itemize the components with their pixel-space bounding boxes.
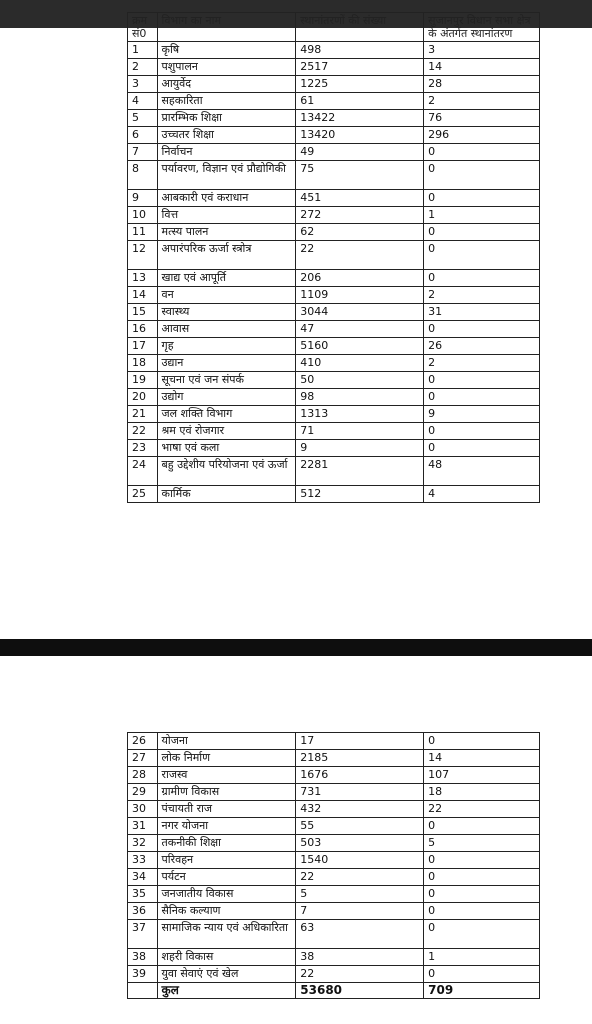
row-serial: 11 bbox=[128, 224, 158, 241]
row-department: गृह bbox=[157, 338, 296, 355]
row-department: निर्वाचन bbox=[157, 144, 296, 161]
row-serial: 21 bbox=[128, 406, 158, 423]
row-department: वन bbox=[157, 287, 296, 304]
row-serial: 20 bbox=[128, 389, 158, 406]
row-serial: 38 bbox=[128, 949, 158, 966]
row-transfer-count: 22 bbox=[296, 966, 424, 983]
row-serial: 5 bbox=[128, 110, 158, 127]
row-department: आयुर्वेद bbox=[157, 76, 296, 93]
row-transfer-count: 1313 bbox=[296, 406, 424, 423]
table-row bbox=[128, 270, 540, 287]
row-sujanpur-count: 0 bbox=[424, 224, 540, 241]
table-row bbox=[128, 818, 540, 835]
table-row bbox=[128, 144, 540, 161]
header-sujanpur-transfers: सुजानपुर विधान सभा क्षेत्र के अंतर्गत स्थानांतरण bbox=[424, 13, 540, 42]
total-label: कुल bbox=[157, 983, 296, 999]
transfers-table-part-2 bbox=[127, 732, 540, 999]
row-department: ग्रामीण विकास bbox=[157, 784, 296, 801]
row-transfer-count: 61 bbox=[296, 93, 424, 110]
row-sujanpur-count: 76 bbox=[424, 110, 540, 127]
row-sujanpur-count: 28 bbox=[424, 76, 540, 93]
table-row bbox=[128, 801, 540, 818]
page-break-band bbox=[0, 639, 592, 656]
row-department: उच्चतर शिक्षा bbox=[157, 127, 296, 144]
table-row bbox=[128, 372, 540, 389]
row-transfer-count: 17 bbox=[296, 733, 424, 750]
row-sujanpur-count: 22 bbox=[424, 801, 540, 818]
row-transfer-count: 38 bbox=[296, 949, 424, 966]
row-serial: 14 bbox=[128, 287, 158, 304]
row-transfer-count: 98 bbox=[296, 389, 424, 406]
row-serial: 33 bbox=[128, 852, 158, 869]
row-serial: 26 bbox=[128, 733, 158, 750]
row-department: अपारंपरिक ऊर्जा स्त्रोत्र bbox=[157, 241, 296, 270]
table-row bbox=[128, 784, 540, 801]
row-serial: 35 bbox=[128, 886, 158, 903]
table-row bbox=[128, 224, 540, 241]
row-serial: 39 bbox=[128, 966, 158, 983]
row-sujanpur-count: 0 bbox=[424, 372, 540, 389]
row-sujanpur-count: 1 bbox=[424, 207, 540, 224]
row-department: शहरी विकास bbox=[157, 949, 296, 966]
table-row bbox=[128, 886, 540, 903]
row-department: आबकारी एवं कराधान bbox=[157, 190, 296, 207]
row-serial: 6 bbox=[128, 127, 158, 144]
row-sujanpur-count: 0 bbox=[424, 886, 540, 903]
table-row bbox=[128, 76, 540, 93]
row-serial: 18 bbox=[128, 355, 158, 372]
row-department: खाद्य एवं आपूर्ति bbox=[157, 270, 296, 287]
row-department: सूचना एवं जन संपर्क bbox=[157, 372, 296, 389]
row-serial: 30 bbox=[128, 801, 158, 818]
row-transfer-count: 2185 bbox=[296, 750, 424, 767]
row-sujanpur-count: 26 bbox=[424, 338, 540, 355]
table-row bbox=[128, 161, 540, 190]
row-serial: 4 bbox=[128, 93, 158, 110]
header-serial: क्रम सं0 bbox=[128, 13, 158, 42]
row-serial: 12 bbox=[128, 241, 158, 270]
row-transfer-count: 206 bbox=[296, 270, 424, 287]
row-department: प्रारम्भिक शिक्षा bbox=[157, 110, 296, 127]
row-sujanpur-count: 3 bbox=[424, 42, 540, 59]
row-transfer-count: 63 bbox=[296, 920, 424, 949]
row-sujanpur-count: 2 bbox=[424, 287, 540, 304]
row-sujanpur-count: 0 bbox=[424, 423, 540, 440]
row-transfer-count: 13420 bbox=[296, 127, 424, 144]
row-transfer-count: 432 bbox=[296, 801, 424, 818]
row-sujanpur-count: 9 bbox=[424, 406, 540, 423]
row-department: बहु उद्देशीय परियोजना एवं ऊर्जा bbox=[157, 457, 296, 486]
table-row bbox=[128, 287, 540, 304]
row-department: नगर योजना bbox=[157, 818, 296, 835]
table-row bbox=[128, 355, 540, 372]
row-department: कृषि bbox=[157, 42, 296, 59]
row-department: योजना bbox=[157, 733, 296, 750]
row-sujanpur-count: 48 bbox=[424, 457, 540, 486]
row-serial: 36 bbox=[128, 903, 158, 920]
table-row bbox=[128, 903, 540, 920]
row-sujanpur-count: 0 bbox=[424, 270, 540, 287]
total-sujanpur: 709 bbox=[424, 983, 540, 999]
row-sujanpur-count: 0 bbox=[424, 818, 540, 835]
table-row bbox=[128, 966, 540, 983]
table-row bbox=[128, 835, 540, 852]
row-sujanpur-count: 296 bbox=[424, 127, 540, 144]
row-department: परिवहन bbox=[157, 852, 296, 869]
row-department: पशुपालन bbox=[157, 59, 296, 76]
table-row bbox=[128, 423, 540, 440]
row-sujanpur-count: 0 bbox=[424, 389, 540, 406]
table-row bbox=[128, 59, 540, 76]
row-transfer-count: 9 bbox=[296, 440, 424, 457]
row-transfer-count: 1540 bbox=[296, 852, 424, 869]
row-serial: 3 bbox=[128, 76, 158, 93]
row-serial: 31 bbox=[128, 818, 158, 835]
row-transfer-count: 13422 bbox=[296, 110, 424, 127]
row-sujanpur-count: 107 bbox=[424, 767, 540, 784]
row-serial: 9 bbox=[128, 190, 158, 207]
row-serial: 24 bbox=[128, 457, 158, 486]
row-transfer-count: 512 bbox=[296, 486, 424, 503]
row-transfer-count: 55 bbox=[296, 818, 424, 835]
table-row bbox=[128, 869, 540, 886]
row-department: पर्यटन bbox=[157, 869, 296, 886]
row-transfer-count: 3044 bbox=[296, 304, 424, 321]
table-row bbox=[128, 321, 540, 338]
table-row bbox=[128, 207, 540, 224]
row-serial: 28 bbox=[128, 767, 158, 784]
row-department: वित्त bbox=[157, 207, 296, 224]
row-sujanpur-count: 18 bbox=[424, 784, 540, 801]
row-sujanpur-count: 0 bbox=[424, 966, 540, 983]
table-row bbox=[128, 389, 540, 406]
table-row bbox=[128, 852, 540, 869]
table-row bbox=[128, 406, 540, 423]
row-sujanpur-count: 0 bbox=[424, 144, 540, 161]
total-serial-cell bbox=[128, 983, 158, 999]
table-body-part-1 bbox=[128, 42, 540, 503]
row-transfer-count: 5160 bbox=[296, 338, 424, 355]
row-serial: 2 bbox=[128, 59, 158, 76]
row-department: सहकारिता bbox=[157, 93, 296, 110]
row-transfer-count: 1225 bbox=[296, 76, 424, 93]
row-serial: 15 bbox=[128, 304, 158, 321]
row-transfer-count: 1676 bbox=[296, 767, 424, 784]
row-transfer-count: 272 bbox=[296, 207, 424, 224]
row-serial: 37 bbox=[128, 920, 158, 949]
row-department: पर्यावरण, विज्ञान एवं प्रौद्योगिकी bbox=[157, 161, 296, 190]
row-department: तकनीकी शिक्षा bbox=[157, 835, 296, 852]
table-row bbox=[128, 127, 540, 144]
row-department: जनजातीय विकास bbox=[157, 886, 296, 903]
row-transfer-count: 7 bbox=[296, 903, 424, 920]
table-row bbox=[128, 190, 540, 207]
row-sujanpur-count: 1 bbox=[424, 949, 540, 966]
row-sujanpur-count: 0 bbox=[424, 161, 540, 190]
row-transfer-count: 2517 bbox=[296, 59, 424, 76]
row-transfer-count: 75 bbox=[296, 161, 424, 190]
table-row bbox=[128, 486, 540, 503]
table-header bbox=[128, 13, 540, 42]
row-transfer-count: 2281 bbox=[296, 457, 424, 486]
table-row bbox=[128, 440, 540, 457]
row-serial: 27 bbox=[128, 750, 158, 767]
table-row bbox=[128, 949, 540, 966]
row-transfer-count: 731 bbox=[296, 784, 424, 801]
row-sujanpur-count: 0 bbox=[424, 852, 540, 869]
row-department: लोक निर्माण bbox=[157, 750, 296, 767]
row-sujanpur-count: 14 bbox=[424, 59, 540, 76]
transfers-table-part-1 bbox=[127, 12, 540, 503]
row-department: श्रम एवं रोजगार bbox=[157, 423, 296, 440]
row-transfer-count: 498 bbox=[296, 42, 424, 59]
row-serial: 25 bbox=[128, 486, 158, 503]
row-serial: 23 bbox=[128, 440, 158, 457]
total-transfers: 53680 bbox=[296, 983, 424, 999]
row-serial: 13 bbox=[128, 270, 158, 287]
row-transfer-count: 62 bbox=[296, 224, 424, 241]
row-serial: 17 bbox=[128, 338, 158, 355]
table-row bbox=[128, 241, 540, 270]
table-row bbox=[128, 733, 540, 750]
table-row bbox=[128, 920, 540, 949]
row-sujanpur-count: 0 bbox=[424, 321, 540, 338]
row-serial: 29 bbox=[128, 784, 158, 801]
row-sujanpur-count: 4 bbox=[424, 486, 540, 503]
row-transfer-count: 71 bbox=[296, 423, 424, 440]
table-row bbox=[128, 93, 540, 110]
row-department: पंचायती राज bbox=[157, 801, 296, 818]
row-serial: 8 bbox=[128, 161, 158, 190]
row-department: मत्स्य पालन bbox=[157, 224, 296, 241]
row-department: राजस्व bbox=[157, 767, 296, 784]
total-row bbox=[128, 983, 540, 999]
row-serial: 19 bbox=[128, 372, 158, 389]
row-department: उद्योग bbox=[157, 389, 296, 406]
row-sujanpur-count: 31 bbox=[424, 304, 540, 321]
row-department: आवास bbox=[157, 321, 296, 338]
row-department: उद्यान bbox=[157, 355, 296, 372]
row-sujanpur-count: 0 bbox=[424, 869, 540, 886]
row-sujanpur-count: 14 bbox=[424, 750, 540, 767]
table-body-part-2 bbox=[128, 733, 540, 983]
row-transfer-count: 503 bbox=[296, 835, 424, 852]
row-transfer-count: 47 bbox=[296, 321, 424, 338]
row-serial: 16 bbox=[128, 321, 158, 338]
header-department: विभाग का नाम bbox=[157, 13, 296, 42]
row-transfer-count: 49 bbox=[296, 144, 424, 161]
row-transfer-count: 50 bbox=[296, 372, 424, 389]
row-serial: 34 bbox=[128, 869, 158, 886]
row-serial: 32 bbox=[128, 835, 158, 852]
row-transfer-count: 451 bbox=[296, 190, 424, 207]
row-serial: 22 bbox=[128, 423, 158, 440]
row-sujanpur-count: 2 bbox=[424, 93, 540, 110]
header-transfer-count: स्थानांतरणों की संख्या bbox=[296, 13, 424, 42]
row-transfer-count: 22 bbox=[296, 869, 424, 886]
row-department: जल शक्ति विभाग bbox=[157, 406, 296, 423]
row-department: भाषा एवं कला bbox=[157, 440, 296, 457]
table-row bbox=[128, 750, 540, 767]
table-row bbox=[128, 110, 540, 127]
row-sujanpur-count: 0 bbox=[424, 440, 540, 457]
table-row bbox=[128, 42, 540, 59]
row-sujanpur-count: 0 bbox=[424, 733, 540, 750]
row-sujanpur-count: 2 bbox=[424, 355, 540, 372]
row-department: कार्मिक bbox=[157, 486, 296, 503]
row-department: सामाजिक न्याय एवं अधिकारिता bbox=[157, 920, 296, 949]
table-row bbox=[128, 338, 540, 355]
table-row bbox=[128, 767, 540, 784]
row-transfer-count: 1109 bbox=[296, 287, 424, 304]
row-serial: 10 bbox=[128, 207, 158, 224]
table-row bbox=[128, 304, 540, 321]
row-department: सैनिक कल्याण bbox=[157, 903, 296, 920]
row-transfer-count: 410 bbox=[296, 355, 424, 372]
row-sujanpur-count: 0 bbox=[424, 920, 540, 949]
row-serial: 1 bbox=[128, 42, 158, 59]
row-sujanpur-count: 5 bbox=[424, 835, 540, 852]
row-sujanpur-count: 0 bbox=[424, 241, 540, 270]
row-serial: 7 bbox=[128, 144, 158, 161]
row-department: युवा सेवाएं एवं खेल bbox=[157, 966, 296, 983]
row-transfer-count: 22 bbox=[296, 241, 424, 270]
table-row bbox=[128, 457, 540, 486]
row-sujanpur-count: 0 bbox=[424, 190, 540, 207]
row-transfer-count: 5 bbox=[296, 886, 424, 903]
row-sujanpur-count: 0 bbox=[424, 903, 540, 920]
row-department: स्वास्थ्य bbox=[157, 304, 296, 321]
